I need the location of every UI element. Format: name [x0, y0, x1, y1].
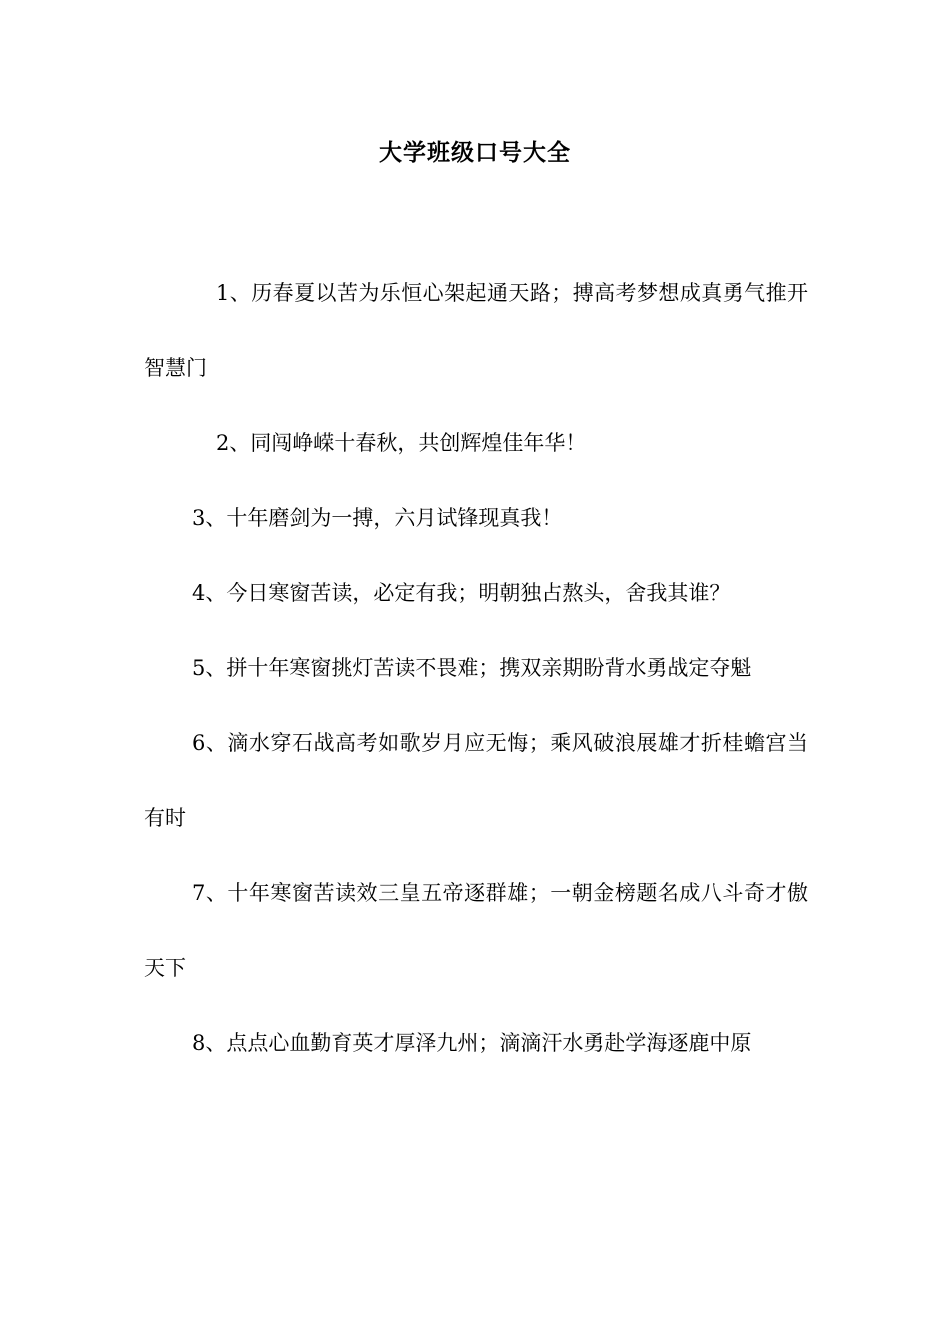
slogan-item-5: 5、拼十年寒窗挑灯苦读不畏难；携双亲期盼背水勇战定夺魁 — [192, 656, 752, 680]
slogan-item-3: 3、十年磨剑为一搏，六月试锋现真我！ — [192, 506, 563, 530]
slogan-item-6: 6、滴水穿石战高考如歌岁月应无悔；乘风破浪展雄才折桂蟾宫当有时 — [144, 731, 808, 830]
document-body — [144, 256, 808, 1081]
document-title: 大学班级口号大全 — [379, 140, 571, 166]
slogan-item-4: 4、今日寒窗苦读，必定有我；明朝独占熬头，舍我其谁？ — [192, 581, 731, 605]
slogan-item-7: 7、十年寒窗苦读效三皇五帝逐群雄；一朝金榜题名成八斗奇才傲天下 — [144, 881, 808, 980]
slogan-item-8: 8、点点心血勤育英才厚泽九州；滴滴汗水勇赴学海逐鹿中原 — [192, 1031, 752, 1055]
slogan-item-2: 2、同闯峥嵘十春秋，共创辉煌佳年华！ — [216, 431, 587, 455]
slogan-item-1: 1、历春夏以苦为乐恒心架起通天路；搏高考梦想成真勇气推开智慧门 — [144, 281, 808, 380]
